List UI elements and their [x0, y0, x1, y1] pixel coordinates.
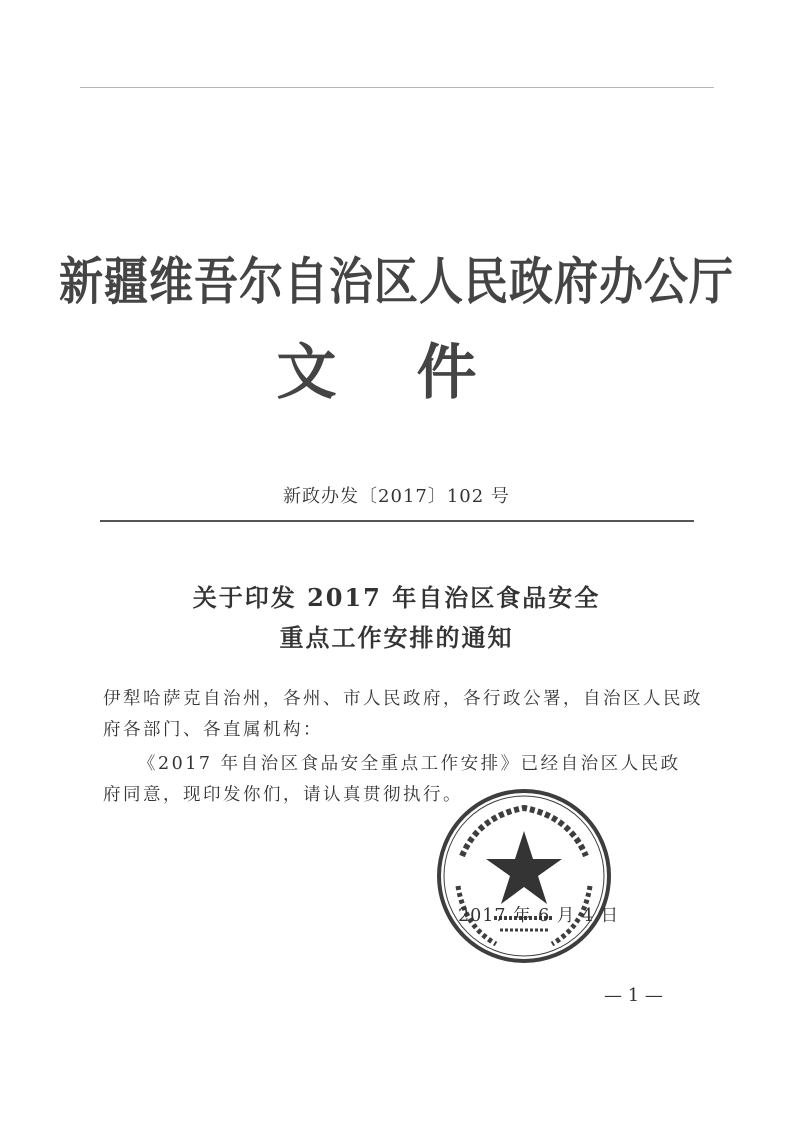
recipients-line-1: 伊犁哈萨克自治州，各州、市人民政府，各行政公署，自治区人民政: [103, 689, 703, 709]
content-line-1: 《2017 年自治区食品安全重点工作安排》已经自治区人民政: [138, 754, 681, 774]
notice-title-line-2: 重点工作安排的通知: [279, 623, 514, 652]
official-seal-icon: [434, 786, 614, 966]
document-type-heading: 文件: [276, 338, 557, 408]
content-line-2: 府同意，现印发你们，请认真贯彻执行。: [103, 785, 463, 805]
top-divider: [80, 87, 714, 88]
notice-title-line-1: 关于印发 2017 年自治区食品安全: [192, 583, 601, 612]
document-number: 新政办发〔2017〕102 号: [283, 486, 510, 507]
header-separator-line: [100, 520, 694, 522]
issue-date: 2017 年 6 月 4 日: [458, 906, 620, 926]
issuer-heading: 新疆维吾尔自治区人民政府办公厅: [59, 252, 734, 312]
recipients-line-2: 府各部门、各直属机构：: [103, 720, 323, 740]
page-number: — 1 —: [604, 985, 663, 1006]
